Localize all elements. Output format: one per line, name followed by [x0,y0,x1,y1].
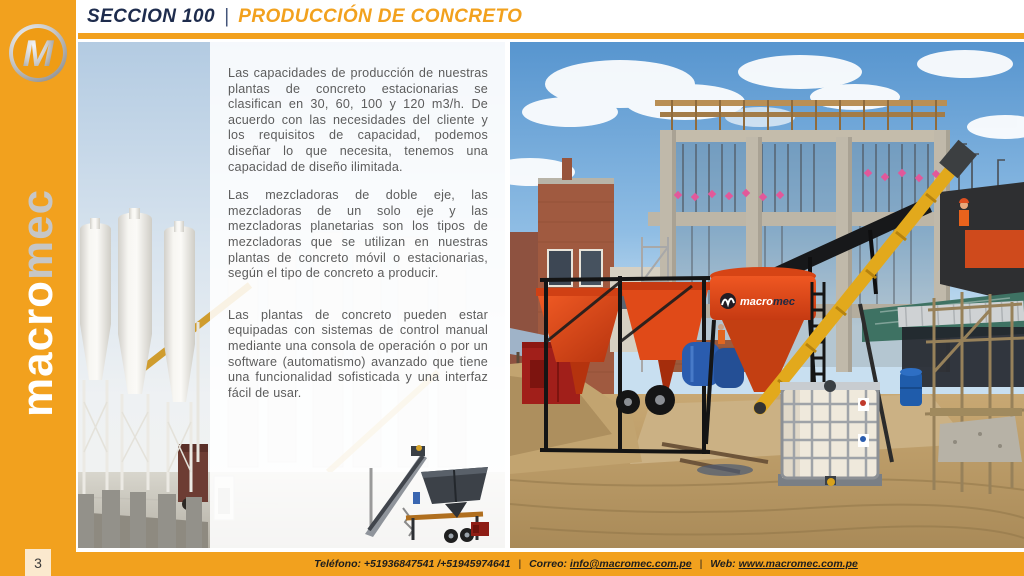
logo-letter: M [22,33,54,74]
website-link[interactable]: www.macromec.com.pe [738,558,858,570]
page-number: 3 [25,549,51,576]
paragraph-capacities: Las capacidades de producción de nuestras plantas de concreto estacionarias se clasifican en 30, 60, 100 y 120 m3/h. De acuerdo con las necesidades del cliente y los requisitos de capacidad, podemos diseñar lo que necesita, tenemos una capacidad de diseño ilimitada. [228,66,488,174]
construction-site-illustration [510,42,1024,548]
header-underline [78,33,1024,39]
footer-contact-line [78,552,1024,576]
web-label: Web: [710,558,736,570]
construction-site-photo [510,42,1024,548]
brand-primary-text: macro [13,280,62,418]
ibc-tote-shape [778,380,882,486]
paragraph-mixers: Las mezcladoras de doble eje, las mezcladoras de un solo eje y las mezcladoras planetarias son los tipos de mezcladoras que se utilizan en nuestras plantas de concreto móvil o estacionarias, según el tipo de concreto a producir. [228,188,488,281]
silo-plant-photo [78,42,505,548]
worker-shape [959,210,969,226]
header-band [78,2,1024,32]
section-label: SECCION 100 [87,6,215,27]
paragraph-control: Las plantas de concreto pueden estar equipadas con sistemas de control manual mediante una consola de operación o por un software (automatismo) avanzado que tiene una funcionalidad sofisticada y una interfaz fácil de usar. [228,307,488,400]
batching-plant-render-image [351,438,503,548]
footer-separator: | [518,558,522,570]
phone-numbers: +51936847541 /+51945974641 [363,558,511,570]
page-title: PRODUCCIÓN DE CONCRETO [238,6,523,27]
brand-secondary-text: mec [13,188,62,280]
drum-brand-primary: macro [739,296,773,308]
header-separator: | [223,6,230,27]
macromec-logo-icon [7,22,69,84]
phone-label: Teléfono: [314,558,361,570]
email-label: Correo: [529,558,567,570]
sidebar [0,0,76,576]
blue-barrel-shape [900,368,922,406]
email-link[interactable]: info@macromec.com.pe [569,558,692,570]
footer-separator: | [699,558,703,570]
text-panel [210,42,505,548]
drum-brand-secondary: mec [773,296,796,308]
sidebar-brand [0,158,76,448]
